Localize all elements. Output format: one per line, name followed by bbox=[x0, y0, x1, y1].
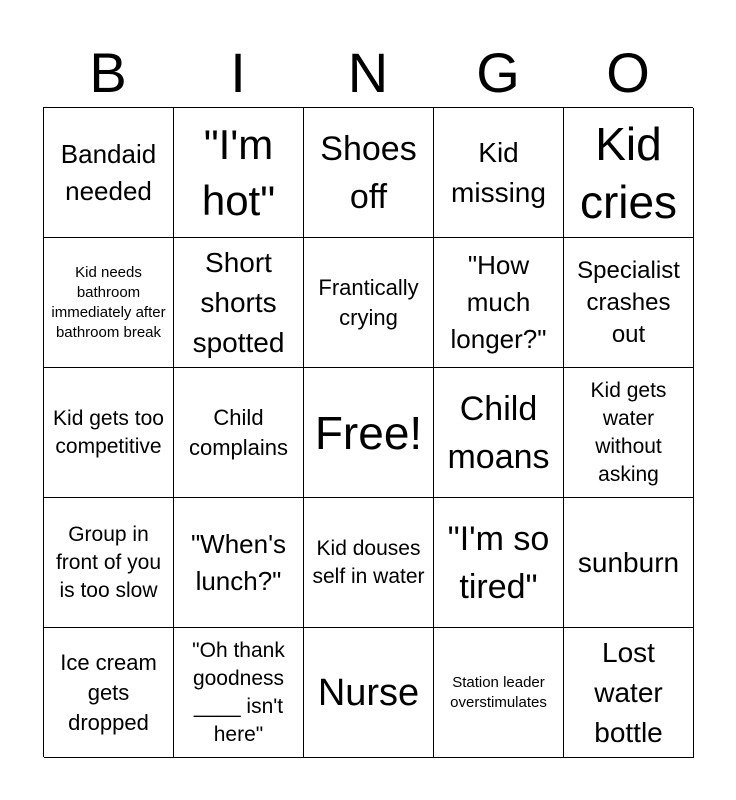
cell-text: Kid gets water without asking bbox=[590, 378, 667, 486]
bingo-cell[interactable] bbox=[44, 628, 174, 758]
bingo-cell[interactable] bbox=[434, 238, 564, 368]
cell-text: Kid douses self in water bbox=[312, 536, 425, 588]
cell-text: "Oh thank goodness ____ isn't here" bbox=[192, 638, 285, 746]
cell-text: Group in front of you is too slow bbox=[55, 522, 162, 602]
bingo-cell-free[interactable] bbox=[304, 368, 434, 498]
cell-text: Shoes off bbox=[320, 129, 417, 216]
cell-text: Kid missing bbox=[451, 136, 546, 208]
cell-text: "When's lunch?" bbox=[190, 528, 287, 596]
bingo-cell[interactable] bbox=[434, 628, 564, 758]
header-letter-b: B bbox=[89, 41, 127, 104]
cell-text: Free! bbox=[314, 406, 423, 459]
cell-text: Frantically crying bbox=[318, 274, 419, 330]
bingo-cell[interactable] bbox=[304, 628, 434, 758]
cell-text: Station leader overstimulates bbox=[450, 673, 547, 711]
cell-text: Nurse bbox=[317, 671, 420, 714]
cell-text: Short shorts spotted bbox=[192, 246, 285, 358]
cell-text: Bandaid needed bbox=[60, 138, 157, 206]
bingo-cell[interactable] bbox=[304, 498, 434, 628]
cell-text: Child complains bbox=[188, 404, 289, 460]
cell-text: Lost water bottle bbox=[594, 636, 663, 748]
header-letter-o: O bbox=[606, 41, 650, 104]
cell-text: "How much longer?" bbox=[450, 250, 547, 354]
cell-text: Ice cream gets dropped bbox=[60, 649, 157, 735]
cell-text: Kid gets too competitive bbox=[53, 406, 164, 458]
cell-text: Child moans bbox=[447, 389, 550, 476]
cell-text: Specialist crashes out bbox=[577, 256, 680, 348]
header-letter-g: G bbox=[476, 41, 520, 104]
bingo-cell[interactable] bbox=[174, 368, 304, 498]
bingo-cell[interactable] bbox=[174, 628, 304, 758]
bingo-cell[interactable] bbox=[44, 368, 174, 498]
bingo-cell[interactable] bbox=[304, 108, 434, 238]
bingo-cell[interactable] bbox=[44, 108, 174, 238]
bingo-cell[interactable] bbox=[434, 108, 564, 238]
header-letter-i: I bbox=[230, 41, 246, 104]
cell-text: "I'm hot" bbox=[201, 120, 276, 224]
bingo-cell[interactable] bbox=[564, 628, 694, 758]
bingo-cell[interactable] bbox=[44, 238, 174, 368]
bingo-cell[interactable] bbox=[434, 498, 564, 628]
bingo-cell[interactable] bbox=[564, 108, 694, 238]
bingo-cell[interactable] bbox=[174, 238, 304, 368]
bingo-cell[interactable] bbox=[564, 238, 694, 368]
bingo-cell[interactable] bbox=[564, 498, 694, 628]
bingo-cell[interactable] bbox=[564, 368, 694, 498]
bingo-cell[interactable] bbox=[304, 238, 434, 368]
cell-text: sunburn bbox=[577, 546, 680, 578]
bingo-cell[interactable] bbox=[44, 498, 174, 628]
cell-text: Kid cries bbox=[579, 117, 678, 228]
bingo-cell[interactable] bbox=[174, 108, 304, 238]
cell-text: "I'm so tired" bbox=[447, 519, 550, 606]
bingo-header bbox=[43, 40, 693, 106]
bingo-grid bbox=[43, 107, 693, 757]
header-letter-n: N bbox=[347, 41, 389, 104]
bingo-cell[interactable] bbox=[174, 498, 304, 628]
bingo-cell[interactable] bbox=[434, 368, 564, 498]
cell-text: Kid needs bathroom immediately after bathroom break bbox=[51, 263, 166, 341]
